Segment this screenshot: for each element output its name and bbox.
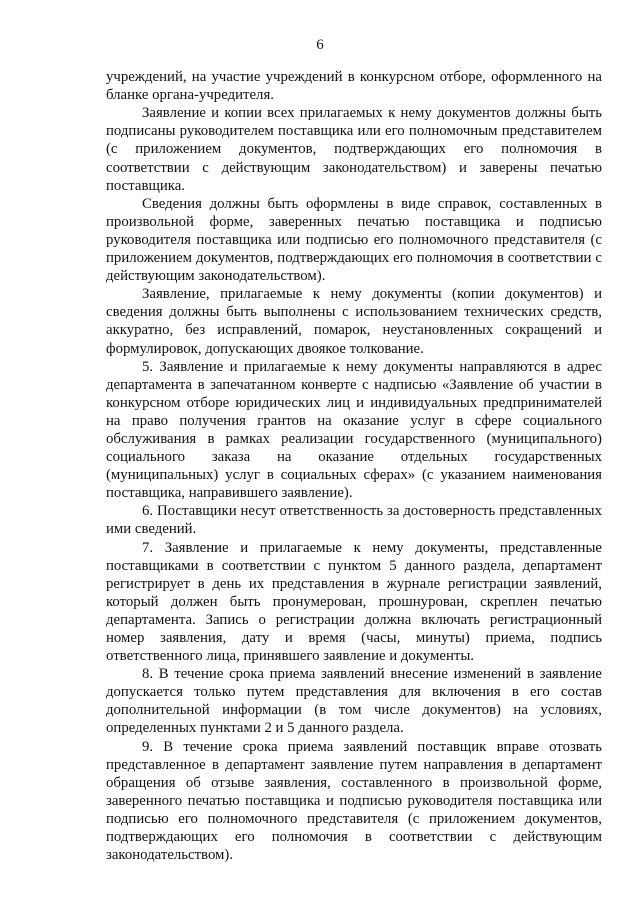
paragraph-item-9: 9. В течение срока приема заявлений поставщик вправе отозвать представленное в департамент заявление путем направления в департамент обращения об отзыве заявления, составленного в произвольной форме, заверенного печатью поставщика и подписью руководителя поставщика или подписью его полномочного представителя (с приложением документов, подтверждающих его полномочия в соответствии с действующим законодательством). [106,738,602,864]
paragraph-item-7: 7. Заявление и прилагаемые к нему документы, представленные поставщиками в соответствии с пунктом 5 данного раздела, департамент регистрирует в день их представления в журнале регистрации заявлений, который должен быть пронумерован, прошнурован, скреплен печатью департамента. Запись о регистрации должна включать регистрационный номер заявления, дату и время (часы, минуты) приема, подпись ответственного лица, принявшего заявление и документы. [106,539,602,665]
paragraph-item-5: 5. Заявление и прилагаемые к нему документы направляются в адрес департамента в запечатанном конверте с надписью «Заявление об участии в конкурсном отборе юридических лиц и индивидуальных предпринимателей на право получения грантов на оказание услуг в сфере социального обслуживания в рамках реализации государственного (муниципального) социального заказа на оказание отдельных государственных (муниципальных) услуг в социальных сферах» (с указанием наименования поставщика, направившего заявление). [106,358,602,502]
page-number: 6 [316,37,324,53]
paragraph-item-8: 8. В течение срока приема заявлений внесение изменений в заявление допускается только путем представления для включения в его состав дополнительной информации (в том числе документов) на условиях, определенных пунктами 2 и 5 данного раздела. [106,666,602,737]
paragraph-information-format: Сведения должны быть оформлены в виде справок, составленных в произвольной форме, заверенных печатью поставщика и подписью руководителя поставщика или подписью его полномочного представителя (с приложением документов, подтверждающих его полномочия в соответствии с действующим законодательством). [106,195,602,285]
paragraph-signatures: Заявление и копии всех прилагаемых к нему документов должны быть подписаны руководителем поставщика или его полномочным представителем (с приложением документов, подтверждающих его полномочия в соответствии с действующим законодательством) и заверены печатью поставщика. [106,105,602,194]
paragraph-continuation: учреждений, на участие учреждений в конкурсном отборе, оформленного на бланке органа-учредителя. [106,69,602,104]
paragraph-technical-requirements: Заявление, прилагаемые к нему документы (копии документов) и сведения должны быть выполнены с использованием технических средств, аккуратно, без исправлений, помарок, неустановленных сокращений и формулировок, допускающих двоякое толкование. [106,286,602,357]
paragraph-item-6: 6. Поставщики несут ответственность за достоверность представленных ими сведений. [106,503,602,538]
